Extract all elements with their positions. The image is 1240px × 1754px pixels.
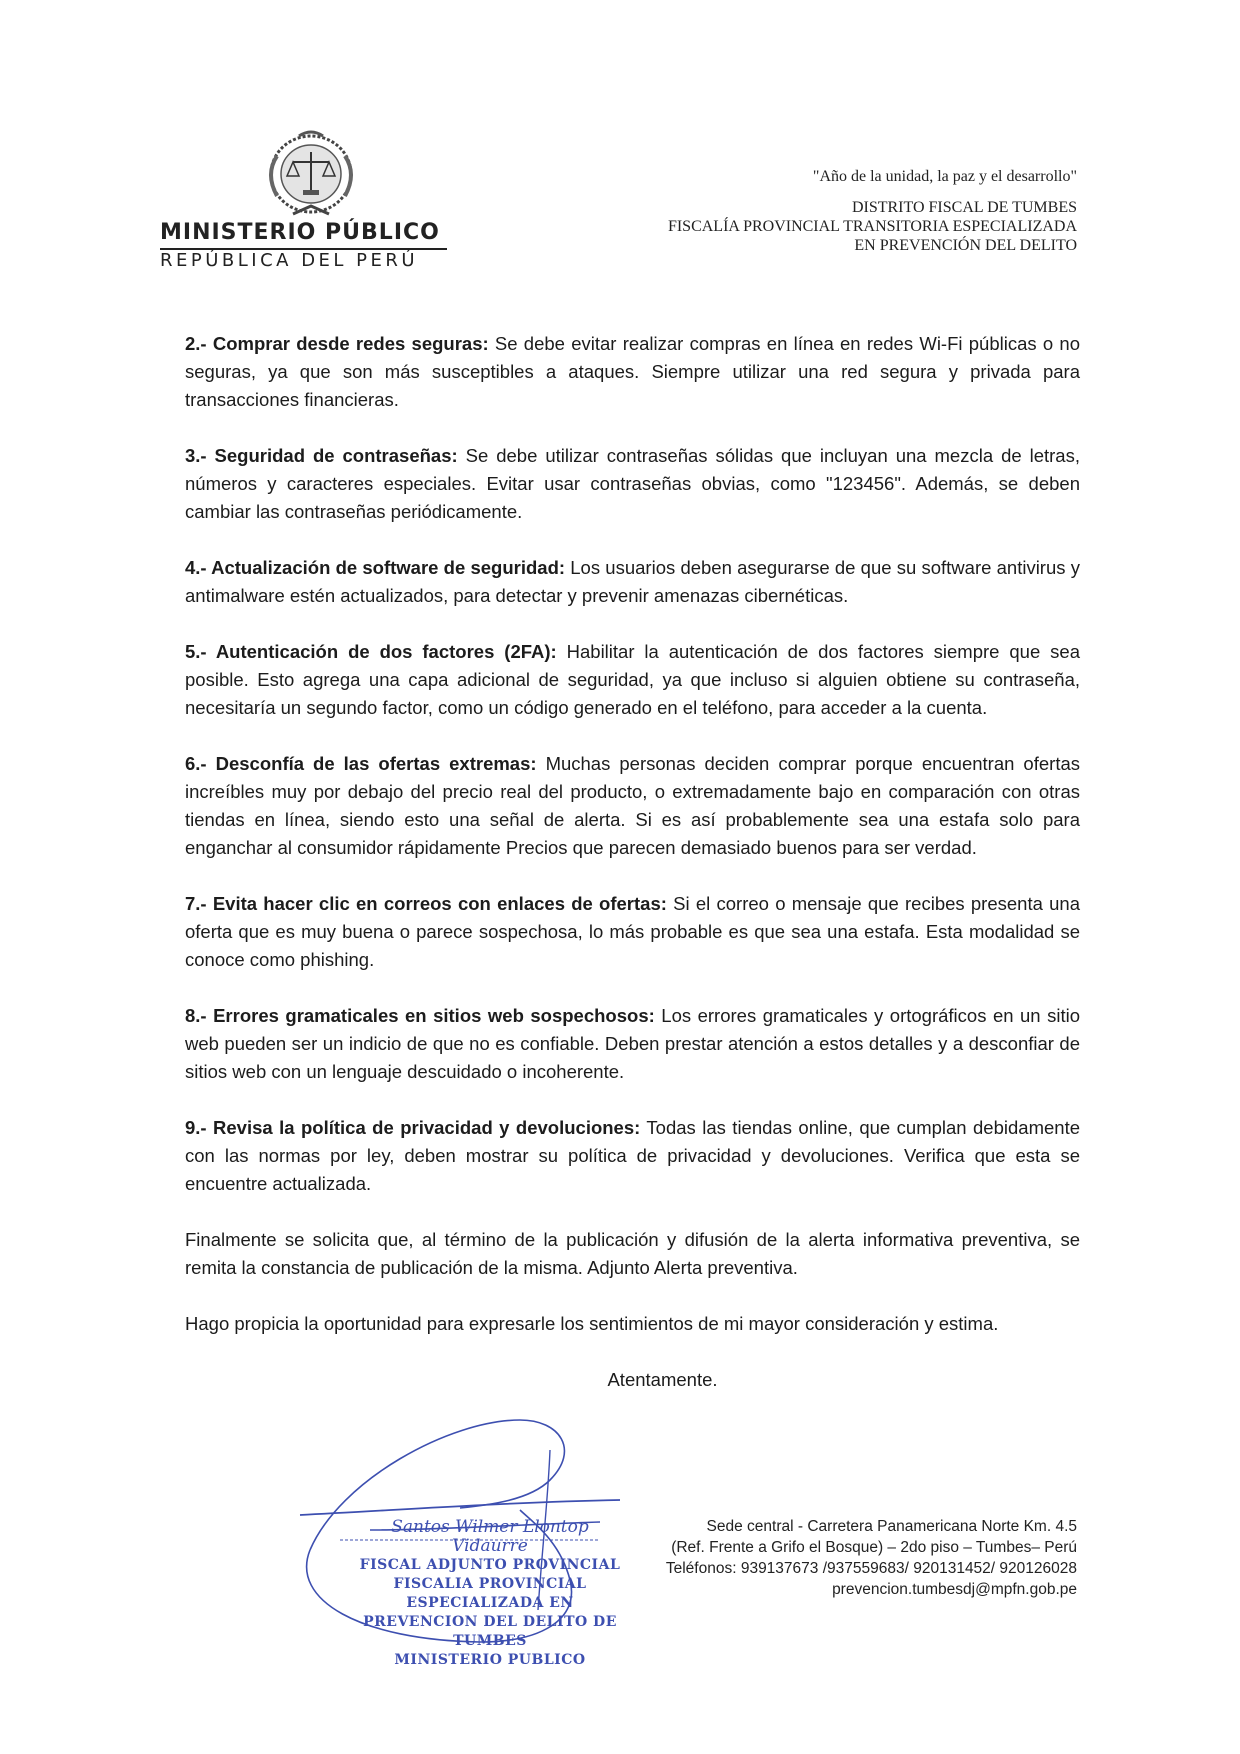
item-text: Habilitar la autenticación de dos factores siempre que sea posible. Esto agrega una capa adicional de seguridad, ya que incluso si alguien obtiene su contraseña, necesitaría un segundo factor, como un código generado en el teléfono, para acceder a la cuenta.: [185, 641, 1080, 718]
stamp-title: FISCAL ADJUNTO PROVINCIAL: [359, 1557, 621, 1573]
recommendation-item: [185, 554, 1080, 610]
footer-email: prevencion.tumbesdj@mpfn.gob.pe: [832, 1581, 1077, 1598]
office-name-line-2: EN PREVENCIÓN DEL DELITO: [854, 237, 1077, 254]
recommendation-item: [185, 890, 1080, 974]
item-heading: 4.- Actualización de software de seguridad:: [185, 557, 566, 578]
stamp-office-line-2: PREVENCION DEL DELITO DE TUMBES: [363, 1614, 617, 1649]
office-name-line-1: FISCALÍA PROVINCIAL TRANSITORIA ESPECIALIZADA: [667, 218, 1077, 235]
institution-country: REPÚBLICA DEL PERÚ: [160, 250, 419, 271]
office-header: [517, 168, 1077, 255]
recommendation-item: [185, 442, 1080, 526]
item-heading: 8.- Errores gramaticales en sitios web sospechosos:: [185, 1005, 655, 1026]
footer-address-line-2: (Ref. Frente a Grifo el Bosque) – 2do piso – Tumbes– Perú: [671, 1539, 1077, 1556]
stamp-office-line-1: FISCALIA PROVINCIAL ESPECIALIZADA EN: [393, 1576, 587, 1611]
recommendation-item: [185, 330, 1080, 414]
item-text: Si el correo o mensaje que recibes presenta una oferta que es muy buena o parece sospechosa, lo más probable es que sea una estafa. Esta modalidad se conoce como phishing.: [185, 893, 1080, 970]
recommendation-item: [185, 1114, 1080, 1198]
courtesy-line: Hago propicia la oportunidad para expresarle los sentimientos de mi mayor consideración y estima.: [185, 1313, 999, 1334]
item-heading: 6.- Desconfía de las ofertas extremas:: [185, 753, 537, 774]
item-text: Los errores gramaticales y ortográficos en un sitio web pueden ser un indicio de que no es confiable. Deben prestar atención a estos detalles y a desconfiar de sitios web con un lenguaje descuidado o incoherente.: [185, 1005, 1080, 1082]
item-text: Muchas personas deciden comprar porque encuentran ofertas increíbles muy por debajo del precio real del producto, o extremadamente bajo en comparación con otras tiendas en línea, siendo esto una señal de alerta. Si es así probablemente sea una estafa solo para enganchar al consumidor rápidamente Precios que parecen demasiado buenos para ser verdad.: [185, 753, 1080, 858]
item-text: Se debe evitar realizar compras en línea en redes Wi-Fi públicas o no seguras, ya que son más susceptibles a ataques. Siempre utilizar una red segura y privada para transacciones financieras.: [185, 333, 1080, 410]
coat-of-arms-seal-icon: [255, 126, 367, 231]
district-name: DISTRITO FISCAL DE TUMBES: [851, 199, 1077, 216]
item-heading: 3.- Seguridad de contraseñas:: [185, 445, 458, 466]
item-text: Los usuarios deben asegurarse de que su software antivirus y antimalware estén actualizados, para detectar y prevenir amenazas cibernéticas.: [185, 557, 1080, 606]
year-motto: "Año de la unidad, la paz y el desarrollo": [812, 168, 1077, 185]
official-stamp: [355, 1518, 625, 1670]
item-heading: 5.- Autenticación de dos factores (2FA):: [185, 641, 557, 662]
contact-footer: [607, 1516, 1077, 1600]
institution-name: MINISTERIO PÚBLICO: [160, 220, 440, 245]
stamp-signer-name: Santos Wilmer Llontop Vidaurre: [391, 1517, 589, 1556]
item-text: Se debe utilizar contraseñas sólidas que incluyan una mezcla de letras, números y caracteres especiales. Evitar usar contraseñas obvias, como "123456". Además, se deben cambiar las contraseñas periódicamente.: [185, 445, 1080, 522]
recommendation-item: [185, 750, 1080, 862]
item-heading: 2.- Comprar desde redes seguras:: [185, 333, 489, 354]
footer-phones: Teléfonos: 939137673 /937559683/ 920131452/ 920126028: [665, 1560, 1077, 1577]
sign-off: Atentamente.: [607, 1369, 718, 1390]
stamp-institution: MINISTERIO PUBLICO: [394, 1652, 586, 1668]
item-heading: 9.- Revisa la política de privacidad y devoluciones:: [185, 1117, 641, 1138]
letter-body: [185, 330, 1080, 1394]
recommendation-item: [185, 638, 1080, 722]
item-heading: 7.- Evita hacer clic en correos con enlaces de ofertas:: [185, 893, 667, 914]
closing-request: Finalmente se solicita que, al término de la publicación y difusión de la alerta informativa preventiva, se remita la constancia de publicación de la misma. Adjunto Alerta preventiva.: [185, 1229, 1080, 1278]
footer-address-line-1: Sede central - Carretera Panamericana Norte Km. 4.5: [706, 1518, 1077, 1535]
recommendation-item: [185, 1002, 1080, 1086]
item-text: Todas las tiendas online, que cumplan debidamente con las normas por ley, deben mostrar su política de privacidad y devoluciones. Verifica que esta se encuentre actualizada.: [185, 1117, 1080, 1194]
